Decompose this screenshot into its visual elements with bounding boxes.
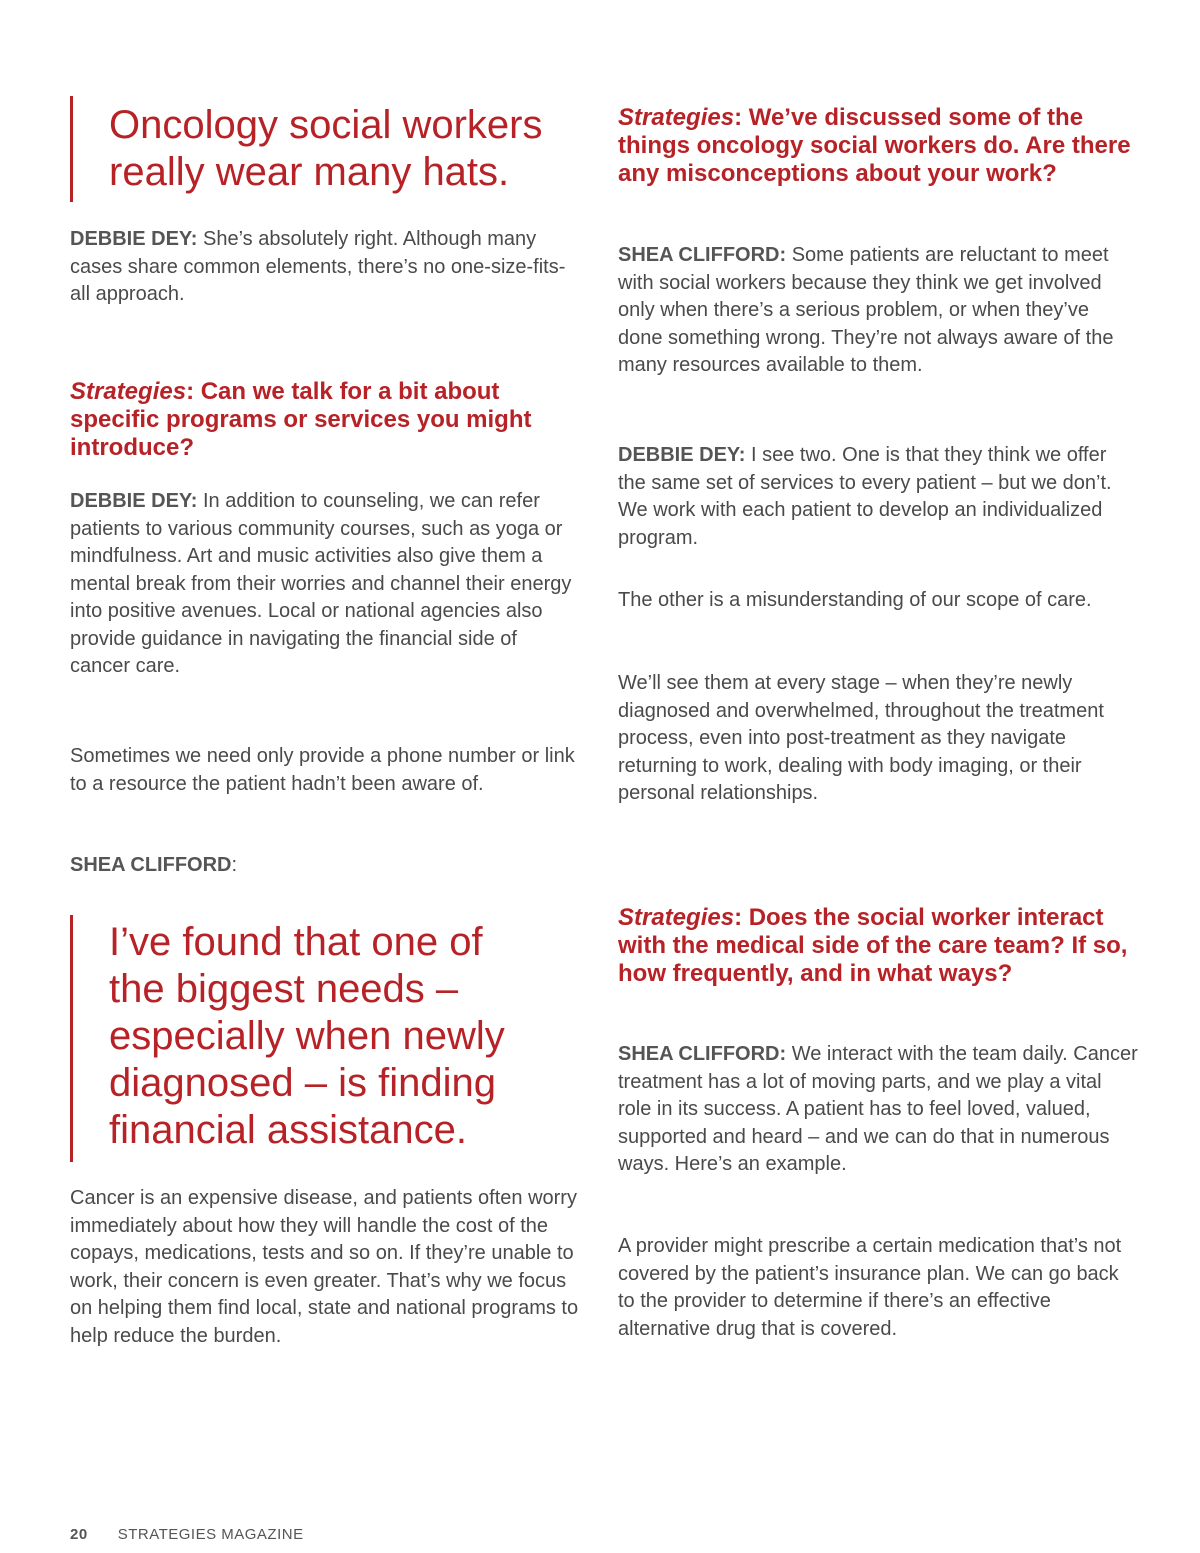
strategies-label: Strategies xyxy=(618,904,735,931)
speaker-label: SHEA CLIFFORD: xyxy=(618,244,787,266)
pull-quote-line: diagnosed – is finding xyxy=(109,1061,496,1105)
debbie-answer-2 xyxy=(70,488,582,681)
answer-text: Some patients are reluctant to meet with social workers because they think we get involved only when there’s a serious problem, or when they’ve done something wrong. They’re not always aware of the many resources available to them. xyxy=(618,244,1114,376)
paragraph-text: The other is a misunderstanding of our scope of care. xyxy=(618,589,1092,611)
speaker-label: DEBBIE DEY: xyxy=(618,444,746,466)
pull-quote-line: the biggest needs – xyxy=(109,967,459,1011)
answer-text: In addition to counseling, we can refer patients to various community courses, such as yoga or mindfulness. Art and music activities also give them a mental break from their worries and channel their energy into positive avenues. Local or national agencies also provide guidance in navigating the financial side of cancer care. xyxy=(70,490,572,677)
speaker-label: SHEA CLIFFORD: xyxy=(618,1043,787,1065)
pull-quote-line: really wear many hats. xyxy=(109,150,510,194)
speaker-label: DEBBIE DEY: xyxy=(70,490,198,512)
pull-quote-line: Oncology social workers xyxy=(109,103,543,147)
paragraph-text: Cancer is an expensive disease, and patients often worry immediately about how they will handle the cost of the copays, medications, tests and so on. If they’re unable to work, their concern is even greater. That’s why we focus on helping them find local, state and national programs to help reduce the burden. xyxy=(70,1187,579,1347)
pull-quote-line: I’ve found that one of xyxy=(109,920,483,964)
pull-quote-many-hats xyxy=(70,96,582,202)
pull-quote-line: especially when newly xyxy=(109,1014,505,1058)
page-number: 20 xyxy=(70,1526,88,1543)
paragraph-text: Sometimes we need only provide a phone number or link to a resource the patient hadn’t been aware of. xyxy=(70,745,575,795)
paragraph-every-stage xyxy=(618,670,1138,808)
speaker-label: SHEA CLIFFORD xyxy=(70,854,232,876)
question-misconceptions xyxy=(618,104,1138,188)
debbie-answer-1 xyxy=(70,226,582,309)
shea-label-block xyxy=(70,852,582,880)
question-text: : We’ve discussed some of the things oncology social workers do. Are there any misconceptions about your work? xyxy=(618,104,1131,187)
paragraph-sometimes xyxy=(70,743,582,798)
answer-text: We interact with the team daily. Cancer treatment has a lot of moving parts, and we play a vital role in its success. A patient has to feel loved, valued, supported and heard – and we can do that in numerous ways. Here’s an example. xyxy=(618,1043,1138,1175)
paragraph-other xyxy=(618,587,1138,615)
strategies-label: Strategies xyxy=(618,104,735,131)
answer-text: I see two. One is that they think we offer the same set of services to every patient – but we don’t. We work with each patient to develop an individualized program. xyxy=(618,444,1112,549)
question-text: : Can we talk for a bit about specific programs or services you might introduce? xyxy=(70,378,532,461)
paragraph-text: A provider might prescribe a certain medication that’s not covered by the patient’s insurance plan. We can go back to the provider to determine if there’s an effective alternative drug that is covered. xyxy=(618,1235,1122,1340)
question-medical-side xyxy=(618,904,1138,988)
question-programs xyxy=(70,378,582,462)
paragraph-provider xyxy=(618,1233,1138,1343)
pull-quote-financial xyxy=(70,915,582,1162)
shea-answer-2 xyxy=(618,1041,1138,1179)
paragraph-cancer-cost xyxy=(70,1185,582,1350)
speaker-label: DEBBIE DEY: xyxy=(70,228,198,250)
pull-quote-line: financial assistance. xyxy=(109,1108,467,1152)
answer-text: She’s absolutely right. Although many cases share common elements, there’s no one-size-fits-all approach. xyxy=(70,228,566,305)
publication-name: STRATEGIES MAGAZINE xyxy=(117,1526,304,1543)
question-text: : Does the social worker interact with the medical side of the care team? If so, how frequently, and in what ways? xyxy=(618,904,1128,987)
strategies-label: Strategies xyxy=(70,378,187,405)
paragraph-text: We’ll see them at every stage – when they’re newly diagnosed and overwhelmed, throughout the treatment process, even into post-treatment as they navigate returning to work, dealing with body imaging, or their personal relationships. xyxy=(618,672,1104,804)
page-footer xyxy=(70,1526,304,1543)
debbie-answer-3 xyxy=(618,442,1138,552)
shea-answer-1 xyxy=(618,242,1138,380)
speaker-suffix: : xyxy=(231,854,238,876)
